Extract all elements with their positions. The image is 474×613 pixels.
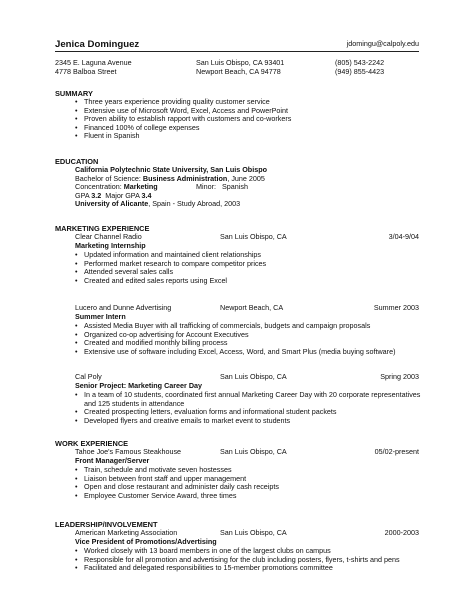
list-item: • Developed flyers and creative emails to market event to students [75, 417, 420, 426]
list-item-continuation: and 125 students in attendance [84, 398, 185, 408]
phone-block [335, 59, 384, 76]
abroad-details: , Spain - Study Abroad, 2003 [148, 199, 241, 209]
list-item: • Created prospecting letters, evaluation forms and informational student packets [75, 408, 420, 417]
list-item: • Liaison between front staff and upper management [75, 475, 279, 484]
job-role: Senior Project: Marketing Career Day [75, 381, 203, 390]
org-name: Tahoe Joe's Famous Steakhouse [75, 447, 182, 456]
list-item: • Worked closely with 13 board members in one of the largest clubs on campus [75, 547, 400, 556]
list-item: • Financed 100% of college expenses [75, 124, 291, 133]
minor-label: Minor: [196, 182, 216, 191]
list-item: • Organized co-op advertising for Account Executives [75, 331, 395, 340]
list-item: • Facilitated and delegated responsibilities to 15-member promotions committee [75, 564, 400, 573]
list-item: • Responsible for all promotion and advertising for the club including posters, flyers, t-shirts and pens [75, 556, 400, 565]
job-duties-list [75, 391, 420, 425]
city-line: Newport Beach, CA 94778 [196, 66, 281, 76]
major-gpa-label: Major GPA [105, 190, 142, 200]
phone-number: (805) 543-2242 [335, 58, 385, 67]
gpa-value: 3.2 [91, 190, 102, 200]
work-heading: WORK EXPERIENCE [55, 439, 129, 448]
minor-line [196, 183, 248, 192]
address-line: 2345 E. Laguna Avenue [55, 58, 132, 67]
job-role: Marketing Internship [75, 241, 146, 250]
job-date: 05/02-present [374, 447, 419, 456]
address-block-1 [55, 59, 132, 76]
list-item: • In a team of 10 students, coordinated first annual Marketing Career Day with 20 corporate representatives [75, 391, 420, 400]
job-location: San Luis Obispo, CA [220, 232, 287, 241]
job-date: 3/04-9/04 [388, 232, 419, 241]
org-name: Cal Poly [75, 372, 102, 381]
job-role: Front Manager/Server [75, 456, 150, 465]
list-item: • Performed market research to compare competitor prices [75, 260, 266, 269]
education-heading: EDUCATION [55, 157, 99, 166]
address-block-2 [196, 59, 284, 76]
job-location: San Luis Obispo, CA [220, 528, 287, 537]
email-address[interactable]: jdomingu@calpoly.edu [346, 39, 419, 48]
job-location: San Luis Obispo, CA [220, 372, 287, 381]
job-duties-list [75, 466, 279, 500]
summary-heading: SUMMARY [55, 89, 93, 98]
degree-major: Business Administration [142, 173, 228, 183]
job-date: Summer 2003 [373, 303, 419, 312]
leadership-heading: LEADERSHIP/INVOLVEMENT [55, 520, 158, 529]
degree-date: , June 2005 [227, 173, 265, 183]
job-location: San Luis Obispo, CA [220, 447, 287, 456]
list-item: • Attended several sales calls [75, 268, 266, 277]
list-item: • Three years experience providing quality customer service [75, 98, 291, 107]
minor-value: Spanish [221, 182, 248, 191]
job-date: Spring 2003 [380, 372, 419, 381]
list-item: • Created and modified monthly billing process [75, 339, 395, 348]
list-item: • Extensive use of software including Excel, Access, Word, and Smart Plus (media buying software) [75, 348, 395, 357]
gpa-label: GPA [75, 190, 92, 200]
org-name: Lucero and Dunne Advertising [75, 303, 172, 312]
job-location: Newport Beach, CA [220, 303, 284, 312]
list-item: • Proven ability to establish rapport with customers and co-workers [75, 115, 291, 124]
degree-label: Bachelor of Science: [75, 173, 143, 183]
major-gpa-value: 3.4 [141, 190, 152, 200]
phone-number: (949) 855-4423 [335, 66, 385, 76]
list-item: • Assisted Media Buyer with all trafficking of commercials, budgets and campaign proposals [75, 322, 395, 331]
org-name: Clear Channel Radio [75, 232, 142, 241]
address-line: 4778 Balboa Street [55, 66, 117, 76]
header-divider [55, 51, 419, 52]
job-duties-list [75, 322, 395, 356]
summary-list [75, 98, 291, 141]
list-item: • Extensive use of Microsoft Word, Excel, Access and PowerPoint [75, 107, 291, 116]
job-date: 2000-2003 [384, 528, 419, 537]
school-name: California Polytechnic State University, San Luis Obispo [75, 165, 267, 174]
list-item: • Created and edited sales reports using Excel [75, 277, 266, 286]
org-name: American Marketing Association [75, 528, 178, 537]
job-duties-list [75, 547, 400, 573]
list-item: • Open and close restaurant and administer daily cash receipts [75, 483, 279, 492]
marketing-heading: MARKETING EXPERIENCE [55, 224, 150, 233]
abroad-school: University of Alicante [75, 199, 149, 209]
list-item: • Employee Customer Service Award, three times [75, 492, 279, 501]
city-line: San Luis Obispo, CA 93401 [196, 58, 285, 67]
list-item: • Fluent in Spanish [75, 132, 291, 141]
applicant-name: Jenica Dominguez [55, 39, 140, 50]
job-role: Vice President of Promotions/Advertising [75, 537, 217, 546]
job-role: Summer Intern [75, 312, 126, 321]
job-duties-list [75, 251, 266, 285]
list-item: • Updated information and maintained client relationships [75, 251, 266, 260]
concentration-label: Concentration: [75, 182, 124, 192]
list-item: • Train, schedule and motivate seven hostesses [75, 466, 279, 475]
concentration-value: Marketing [123, 182, 158, 192]
study-abroad-line [75, 200, 267, 209]
